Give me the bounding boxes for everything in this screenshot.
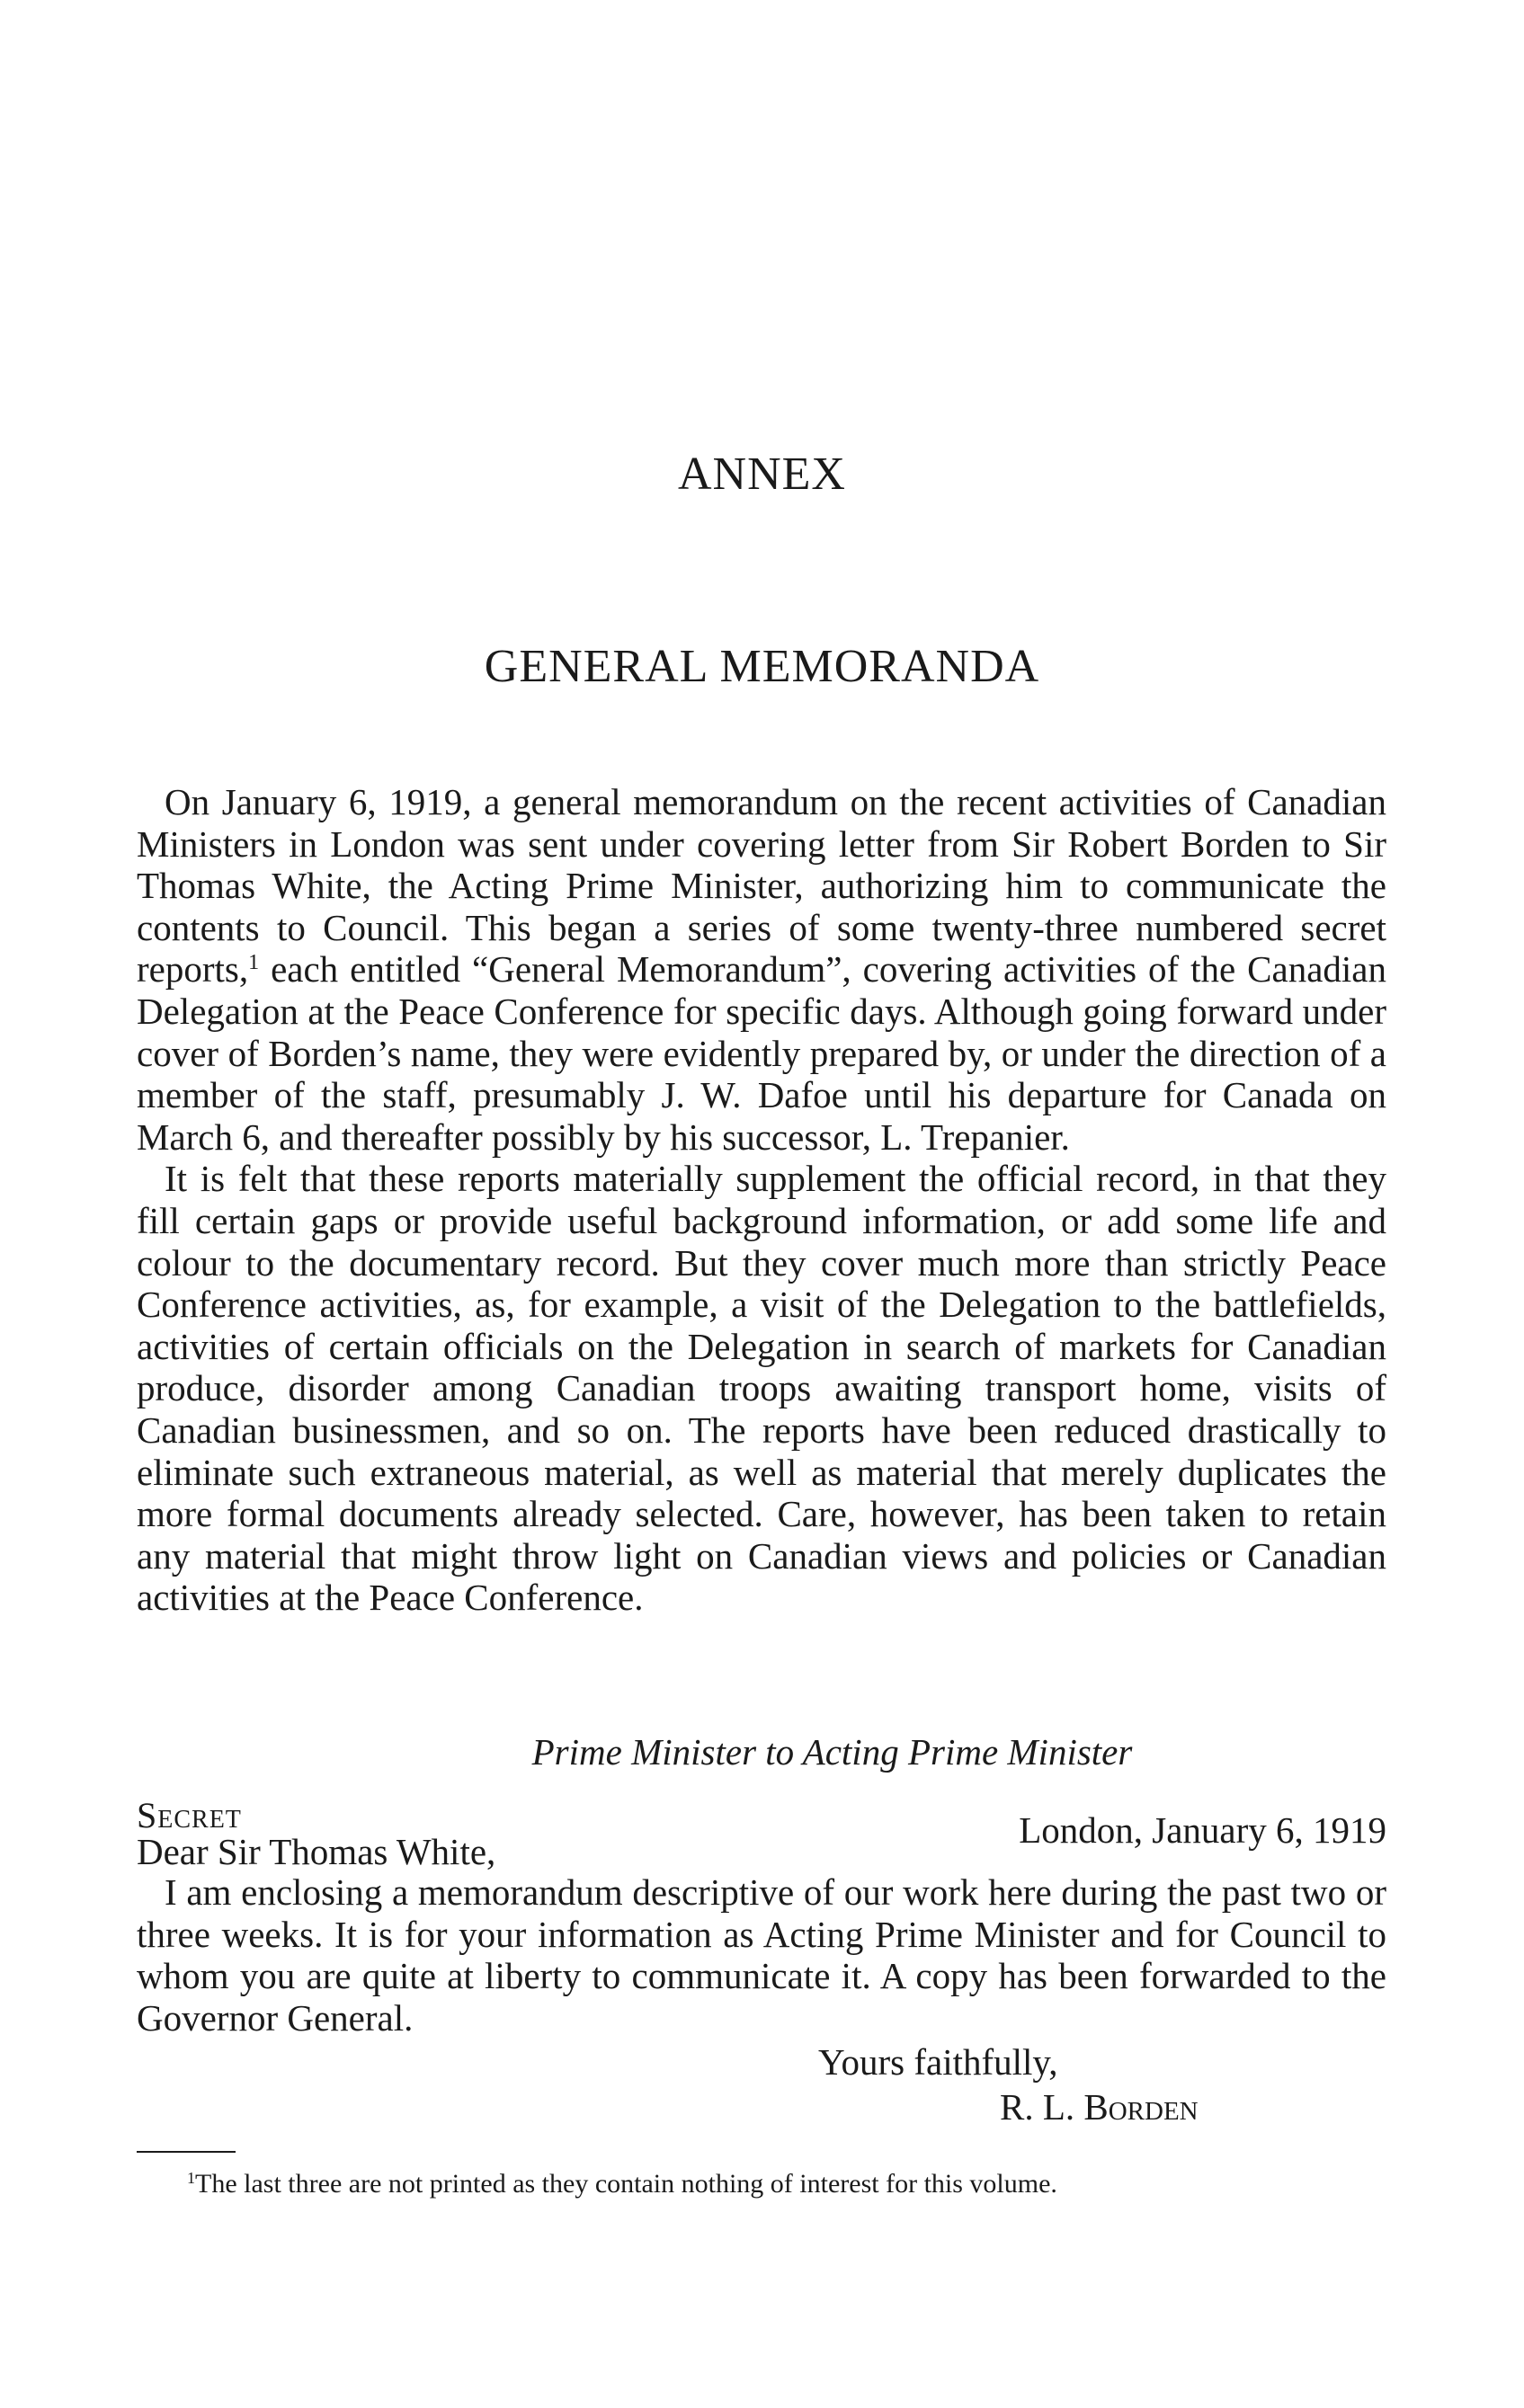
intro-paragraph-1-part-a: On January 6, 1919, a general memorandum on the recent activities of Canadian Ministers in London was sent under covering letter from Sir Robert Borden to Sir Thomas White, the Acting Prime Minister, authorizing him to communicate the contents to Council. This began a series of some twenty-three numbered secret reports,	[137, 781, 1386, 991]
letter-caption	[0, 1730, 1524, 1773]
letter-closing: Yours faithfully,	[818, 2041, 1058, 2083]
footnote-divider	[137, 2151, 236, 2153]
place-date: London, January 6, 1919	[1019, 1809, 1386, 1851]
letter-caption-text: Prime Minister to Acting Prime Minister	[531, 1731, 1133, 1773]
footnote	[187, 2169, 1057, 2199]
classification-label: Secret	[137, 1795, 242, 1835]
letter-body	[137, 1871, 1386, 2039]
annex-heading: ANNEX	[678, 449, 846, 500]
footnote-marker: 1	[187, 2169, 195, 2187]
signature: R. L. Borden	[1000, 2086, 1199, 2128]
footnote-reference: 1	[248, 951, 260, 975]
section-heading: GENERAL MEMORANDA	[484, 641, 1040, 692]
footnote-text: The last three are not printed as they contain nothing of interest for this volume.	[195, 2169, 1057, 2199]
intro-paragraph-1	[137, 781, 1386, 1158]
intro-paragraph-2: It is felt that these reports materially supplement the official record, in that they fill certain gaps or provide useful background information, or add some life and colour to the documentary record. But they cover much more than strictly Peace Conference activities, as, for example, a visit of the Delegation to the battlefields, activities of certain officials on the Delegation in search of markets for Canadian produce, disorder among Canadian troops awaiting transport home, visits of Canadian businessmen, and so on. The reports have been reduced drastically to eliminate such extraneous material, as well as material that merely duplicates the more formal documents already selected. Care, however, has been taken to retain any material that might throw light on Canadian views and policies or Canadian activities at the Peace Conference.	[137, 1158, 1386, 1619]
letter-paragraph: I am enclosing a memorandum descriptive of our work here during the past two or three weeks. It is for your information as Acting Prime Minister and for Council to whom you are quite at liberty to communicate it. A copy has been forwarded to the Governor General.	[137, 1871, 1386, 2039]
intro-text	[137, 781, 1386, 1619]
intro-paragraph-1-part-b: each entitled “General Memorandum”, covering activities of the Canadian Delegation at the Peace Conference for specific days. Although going forward under cover of Borden’s name, they were evidently prepared by, or under the direction of a member of the staff, presumably J. W. Dafoe until his departure for Canada on March 6, and thereafter possibly by his successor, L. Trepanier.	[137, 948, 1386, 1158]
salutation: Dear Sir Thomas White,	[137, 1831, 496, 1872]
